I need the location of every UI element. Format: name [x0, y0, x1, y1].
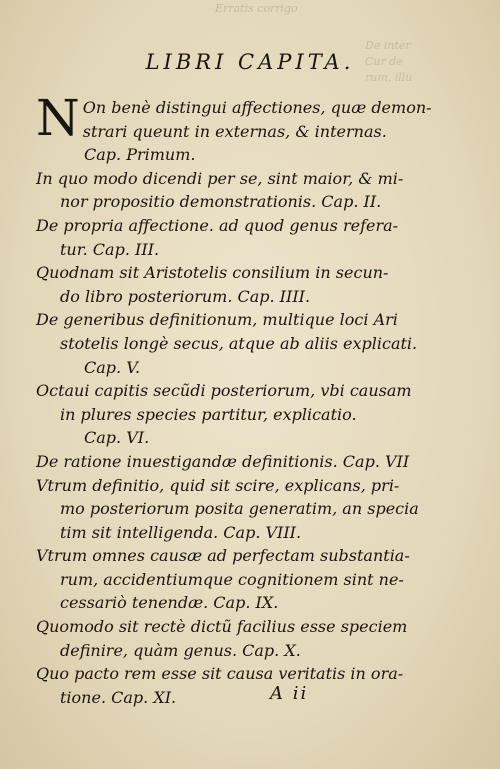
chapter-entry [36, 89, 436, 167]
entry-line: De generibus definitionum, multique loci Ari [36, 310, 398, 330]
chapter-entry [36, 167, 436, 214]
entry-line: Vtrum definitio, quid sit scire, explicans, pri- [36, 475, 400, 495]
chapter-entry [36, 261, 436, 308]
entry-line: Octaui capitis secũdi posteriorum, vbi causam [36, 381, 412, 401]
entry-line: Quomodo sit rectè dictũ facilius esse speciem [36, 617, 408, 637]
entry-line: Quo pacto rem esse sit causa veritatis in ora- [36, 664, 404, 684]
entry-line: rum, accidentiumque cognitionem sint ne- [60, 569, 404, 589]
chapter-entry [36, 544, 436, 615]
entry-line: Vtrum omnes causæ ad perfectam substantia- [36, 546, 410, 566]
chapter-entry [36, 474, 436, 545]
entry-line: cessariò tenendæ. Cap. IX. [60, 593, 279, 613]
signature-mark: A ii [270, 683, 309, 704]
entry-line: tim sit intelligenda. Cap. VIII. [60, 522, 302, 542]
chapter-number: Cap. V. [84, 357, 141, 377]
chapter-number: Cap. VI. [84, 428, 150, 448]
entry-line: stotelis longè secus, atque ab aliis explicati. [60, 333, 418, 353]
chapter-entry [36, 615, 436, 662]
chapter-entry [36, 308, 436, 379]
entry-line: tione. Cap. XI. [60, 687, 177, 707]
entry-line: nor propositio demonstrationis. Cap. II. [60, 192, 382, 212]
entry-line: in plures species partitur, explicatio. [60, 404, 357, 424]
bleed-line: rum, illu [365, 71, 413, 84]
bleed-line: De inter [365, 39, 411, 52]
drop-cap: N [36, 89, 80, 147]
entry-line: In quo modo dicendi per se, sint maior, & mi- [36, 168, 404, 188]
chapter-number: Cap. Primum. [84, 145, 196, 165]
bleed-line: Cur de [365, 55, 403, 68]
entry-line: Quodnam sit Aristotelis consilium in secun- [36, 263, 389, 283]
chapter-entry [36, 662, 436, 709]
chapter-entry [36, 450, 436, 474]
entry-line: strari queunt in externas, & internas. [82, 121, 387, 141]
entry-line: do libro posteriorum. Cap. IIII. [60, 286, 311, 306]
running-header: LIBRI CAPITA. [145, 50, 355, 74]
chapter-entry [36, 379, 436, 450]
entry-line: De propria affectione. ad quod genus refera- [36, 215, 399, 235]
entry-line: mo posteriorum posita generatim, an specia [60, 499, 419, 519]
entry-line: tur. Cap. III. [60, 239, 160, 259]
entry-line: De ratione inuestigandæ definitionis. Cap. VII [36, 451, 410, 471]
entry-line: definire, quàm genus. Cap. X. [60, 640, 301, 660]
chapter-list [36, 89, 436, 709]
bleed-through-top: Erratis corrigo [215, 2, 298, 15]
entry-line: On benè distingui affectiones, quæ demon- [82, 98, 432, 117]
chapter-entry [36, 214, 436, 261]
